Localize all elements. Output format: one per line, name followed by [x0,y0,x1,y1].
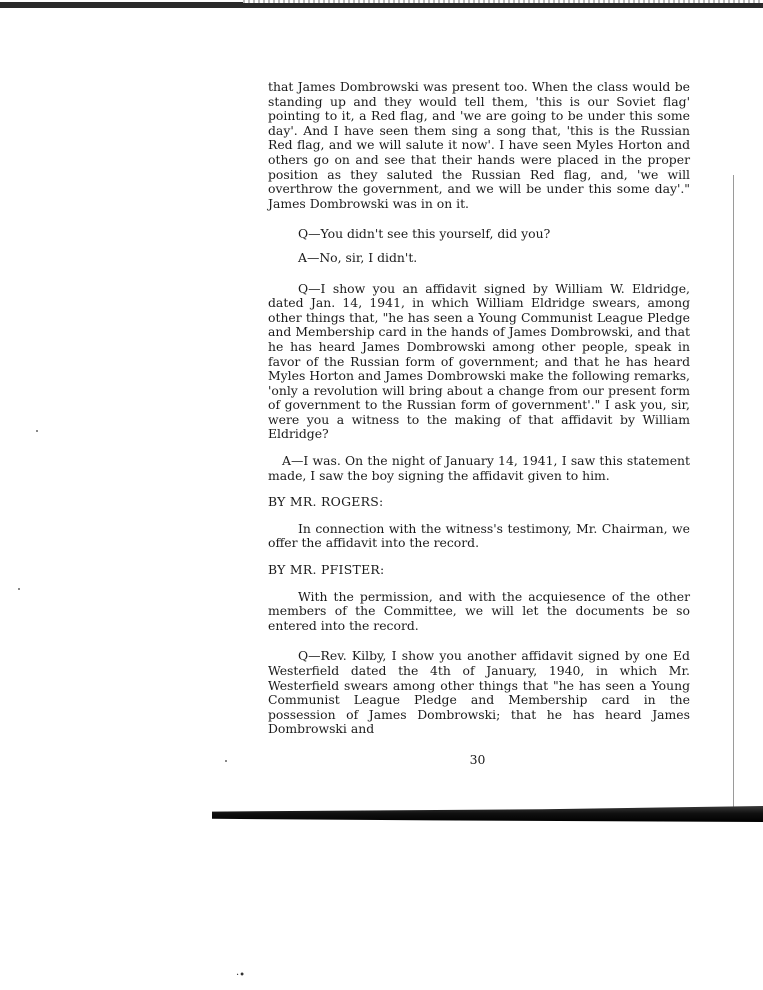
scan-speck [18,588,20,590]
speaker-heading-pfister: BY MR. PFISTER: [268,562,385,578]
question-paragraph: Q—You didn't see this yourself, did you? [298,226,551,242]
scan-speck [36,430,38,432]
answer-paragraph: A—I was. On the night of January 14, 1941, I saw this statement made, I saw the boy signing the affidavit given to him. [268,453,690,483]
document-body [268,80,690,737]
scan-speck: ·• [236,970,246,981]
speaker-heading-rogers: BY MR. ROGERS: [268,494,384,510]
bottom-scan-border [212,806,763,822]
question-paragraph: Q—I show you an affidavit signed by William W. Eldridge, dated Jan. 14, 1941, in which William Eldridge swears, among other things that, "he has seen a Young Communist League Pledge and Membership card in the hands of James Dombrowski, and that he has heard James Dombrowski among other people, speak in favor of the Russian form of government; and that he has heard Myles Horton and James Dombrowski make the following remarks, 'only a revolution will bring about a change from our present form of government to the Russian form of government'." I ask you, sir, were you a witness to the making of that affidavit by William Eldridge? [268,280,690,442]
answer-paragraph: A—No, sir, I didn't. [298,249,418,265]
top-scan-speckle [243,0,763,3]
page-number: 30 [469,752,486,767]
statement-paragraph: With the permission, and with the acquiesence of the other members of the Committee, we will let the documents be so entered into the record. [268,588,690,633]
question-paragraph: Q—Rev. Kilby, I show you another affidavit signed by one Ed Westerfield dated the 4th of January, 1940, in which Mr. Westerfield swears among other things that "he has seen a Young Communist League Pledge and Membership card in the possession of James Dombrowski; that he has heard James Dombrowski and [268,648,690,737]
statement-paragraph: In connection with the witness's testimony, Mr. Chairman, we offer the affidavit into the record. [268,520,690,551]
paragraph-continuation: that James Dombrowski was present too. When the class would be standing up and they would tell them, 'this is our Soviet flag' pointing to it, a Red flag, and 'we are going to be under this some day'. And I have seen them sing a song that, 'this is the Russian Red flag, and we will salute it now'. I have seen Myles Horton and others go on and see that their hands were placed in the proper position as they saluted the Russian Red flag, and, 'we will overthrow the government, and we will be under this some day'." James Dombrowski was in on it. [268,79,690,211]
right-scan-edge [733,175,734,815]
